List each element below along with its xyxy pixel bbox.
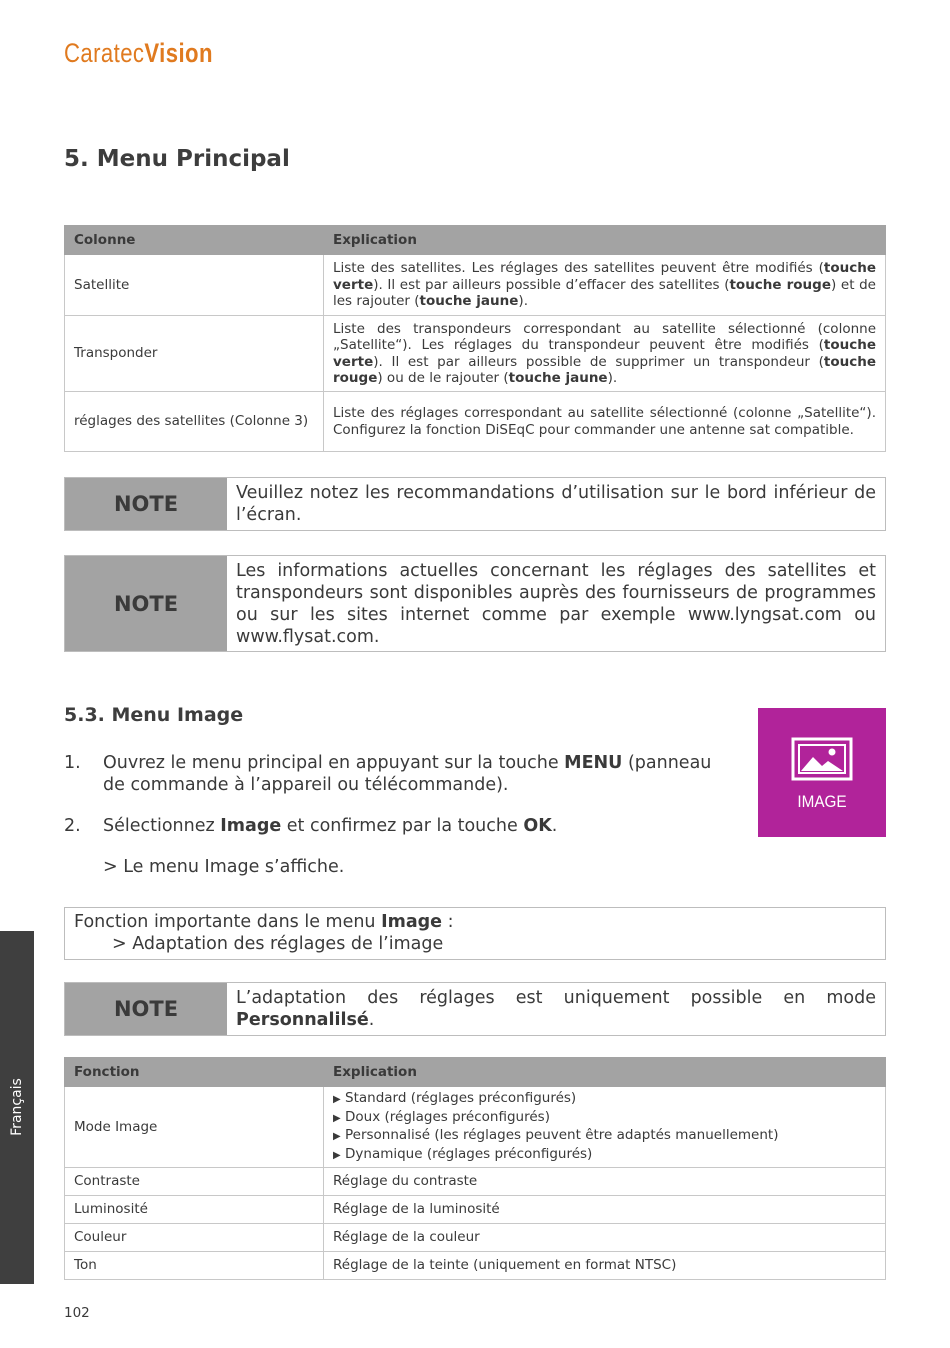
table-header-row: [65, 1058, 886, 1087]
function-line: Fonction importante dans le menu Image :: [74, 912, 454, 932]
table-row: [65, 1087, 886, 1168]
note-text: Les informations actuelles concernant les réglages des satellites et transpondeurs sont disponibles auprès des fournisseurs de programmes ou sur les sites internet comme par exemple www.lyngsat.com ou www.flysat.com.: [236, 561, 876, 647]
row-explanation: [324, 1087, 886, 1168]
note-label: NOTE: [65, 478, 227, 530]
note-box: [64, 555, 886, 652]
table-row: [65, 255, 886, 316]
list-item: 1. Ouvrez le menu principal en appuyant sur la touche MENU (panneau de commande à l’appareil ou télécommande).: [64, 752, 724, 796]
row-label: Couleur: [65, 1224, 324, 1252]
table-row: [65, 1224, 886, 1252]
row-label: Transponder: [65, 316, 324, 392]
column-header: Colonne: [65, 226, 324, 255]
function-box: [64, 907, 886, 960]
note-label: NOTE: [65, 556, 227, 651]
row-label: Luminosité: [65, 1196, 324, 1224]
row-label: réglages des satellites (Colonne 3): [65, 392, 324, 452]
function-sub-line: > Adaptation des réglages de l’image: [112, 934, 444, 954]
note-label: NOTE: [65, 983, 227, 1035]
row-explanation: Liste des transpondeurs correspondant au satellite sélectionné (colonne „Satellite“). Les réglages du transpondeur peuvent être modifiés (touche verte). Il est par ailleurs possible de supprimer un transpondeur (touche rouge) ou de le rajouter (touche jaune).: [324, 316, 886, 392]
image-functions-table: [64, 1057, 886, 1280]
table-row: [65, 1196, 886, 1224]
row-label: Satellite: [65, 255, 324, 316]
picture-icon: [791, 737, 853, 781]
note-box: [64, 982, 886, 1036]
table-row: [65, 1168, 886, 1196]
row-explanation: Réglage de la luminosité: [324, 1196, 886, 1224]
satellite-columns-table: [64, 225, 886, 452]
list-item: ▶ Personnalisé (les réglages peuvent être adaptés manuellement): [333, 1127, 779, 1143]
list-item: ▶ Dynamique (réglages préconfigurés): [333, 1145, 593, 1162]
note-box: [64, 477, 886, 531]
column-header: Fonction: [65, 1058, 324, 1087]
image-menu-tile: [758, 708, 886, 837]
row-explanation: Réglage de la couleur: [324, 1224, 886, 1252]
row-label: Mode Image: [65, 1087, 324, 1168]
tile-caption: IMAGE: [797, 792, 847, 811]
row-explanation: Liste des réglages correspondant au satellite sélectionné (colonne „Satellite“). Configurez la fonction DiSEqC pour commander une antenne sat compatible.: [324, 392, 886, 452]
row-explanation: Réglage du contraste: [324, 1168, 886, 1196]
table-row: [65, 392, 886, 452]
note-text: Veuillez notez les recommandations d’utilisation sur le bord inférieur de l’écran.: [236, 483, 876, 525]
subsection-title: 5.3. Menu Image: [64, 704, 244, 726]
table-row: [65, 1252, 886, 1280]
step-text: Ouvrez le menu principal en appuyant sur la touche MENU (panneau de commande à l’appareil ou télécommande).: [103, 753, 712, 795]
table-header-row: [65, 226, 886, 255]
row-label: Contraste: [65, 1168, 324, 1196]
brand-logo: CaratecVision: [64, 38, 213, 68]
column-header: Explication: [324, 226, 886, 255]
row-label: Ton: [65, 1252, 324, 1280]
column-header: Explication: [324, 1058, 886, 1087]
row-explanation: Réglage de la teinte (uniquement en format NTSC): [324, 1252, 886, 1280]
language-label: Français: [9, 1078, 25, 1136]
section-title: 5. Menu Principal: [64, 146, 290, 172]
table-row: [65, 316, 886, 392]
step-result: > Le menu Image s’affiche.: [103, 857, 345, 877]
row-explanation: Liste des satellites. Les réglages des satellites peuvent être modifiés (touche verte). Il est par ailleurs possible d’effacer des satellites (touche rouge) et de les rajouter (touche jaune).: [324, 255, 886, 316]
list-item: ▶ Standard (réglages préconfigurés): [333, 1090, 577, 1106]
list-item: ▶ Doux (réglages préconfigurés): [333, 1108, 550, 1125]
step-list: [64, 752, 724, 897]
step-text: Sélectionnez Image et confirmez par la touche OK.: [103, 816, 558, 836]
page-number: 102: [64, 1305, 90, 1321]
list-item: 2. Sélectionnez Image et confirmez par la touche OK.: [64, 816, 558, 836]
note-text: L’adaptation des réglages est uniquement possible en mode Personnalilsé.: [236, 988, 876, 1030]
